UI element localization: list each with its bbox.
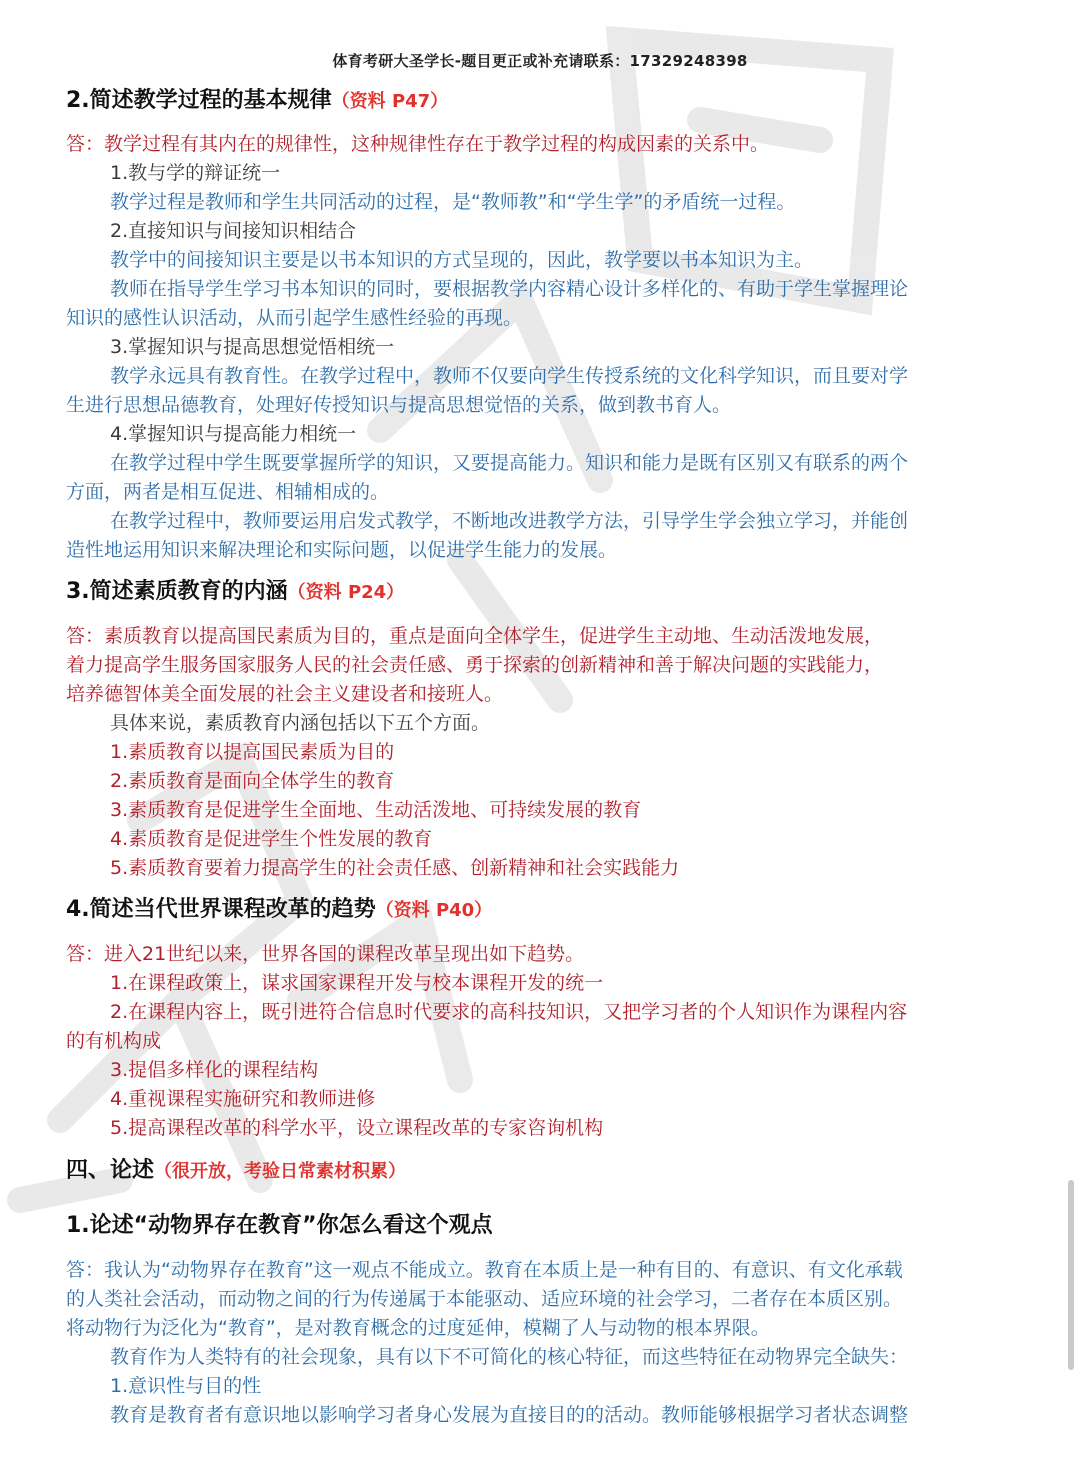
- d1-answer-line: 的人类社会活动，而动物之间的行为传递属于本能驱动、适应环境的社会学习，二者存在本质区别。: [66, 1288, 903, 1310]
- d1-answer-line: 答：我认为“动物界存在教育”这一观点不能成立。教育在本质上是一种有目的、有意识、有文化承载: [66, 1259, 903, 1281]
- question-4-heading: [66, 894, 492, 927]
- section-note: （很开放，考验日常素材积累）: [154, 1161, 407, 1182]
- d1-body-line: 教育作为人类特有的社会现象，具有以下不可简化的核心特征，而这些特征在动物界完全缺失：: [110, 1346, 909, 1368]
- question-2-title: 2.简述教学过程的基本规律: [66, 88, 332, 113]
- q3-list-item: 1.素质教育以提高国民素质为目的: [110, 741, 395, 763]
- q4-list-item: 的有机构成: [66, 1030, 162, 1052]
- q4-answer-line: 答：进入21世纪以来，世界各国的课程改革呈现出如下趋势。: [66, 943, 585, 965]
- q4-list-item: 1.在课程政策上，谋求国家课程开发与校本课程开发的统一: [110, 972, 604, 994]
- q3-answer-line: 着力提高学生服务国家服务人民的社会责任感、勇于探索的创新精神和善于解决问题的实践能力，: [66, 654, 884, 676]
- q3-answer-line: 答：素质教育以提高国民素质为目的，重点是面向全体学生，促进学生主动地、生动活泼地发展，: [66, 625, 884, 647]
- question-4-title: 4.简述当代世界课程改革的趋势: [66, 897, 376, 922]
- d1-body-line: 教育是教育者有意识地以影响学习者身心发展为直接目的的活动。教师能够根据学习者状态调整: [110, 1404, 909, 1426]
- question-3-ref: （资料 P24）: [287, 582, 405, 603]
- q4-list-item: 5.提高课程改革的科学水平，设立课程改革的专家咨询机构: [110, 1117, 604, 1139]
- question-3-title: 3.简述素质教育的内涵: [66, 579, 288, 604]
- d1-answer-line: 将动物行为泛化为“教育”，是对教育概念的过度延伸，模糊了人与动物的根本界限。: [66, 1317, 770, 1339]
- q4-list-item: 2.在课程内容上，既引进符合信息时代要求的高科技知识，又把学习者的个人知识作为课程内容: [110, 1001, 908, 1023]
- q2-body-line: 在教学过程中，教师要运用启发式教学，不断地改进教学方法，引导学生学会独立学习，并能创: [110, 510, 909, 532]
- q2-point-heading: 4.掌握知识与提高能力相统一: [110, 423, 357, 445]
- q2-body-line: 造性地运用知识来解决理论和实际问题，以促进学生能力的发展。: [66, 539, 618, 561]
- q3-list-item: 4.素质教育是促进学生个性发展的教育: [110, 828, 433, 850]
- q2-body-line: 教学中的间接知识主要是以书本知识的方式呈现的，因此，教学要以书本知识为主。: [110, 249, 814, 271]
- section-heading: [66, 1155, 406, 1188]
- q3-list-item: 5.素质教育要着力提高学生的社会责任感、创新精神和社会实践能力: [110, 857, 680, 879]
- d1-point-heading: 1.意识性与目的性: [110, 1375, 262, 1397]
- q2-point-heading: 1.教与学的辩证统一: [110, 162, 281, 184]
- q3-body-line: 具体来说，素质教育内涵包括以下五个方面。: [110, 712, 491, 734]
- q3-answer-line: 培养德智体美全面发展的社会主义建设者和接班人。: [66, 683, 504, 705]
- page-header: 体育考研大圣学长-题目更正或补充请联系：17329248398: [332, 52, 748, 70]
- question-2-heading: [66, 85, 448, 118]
- q2-body-line: 教学永远具有教育性。在教学过程中，教师不仅要向学生传授系统的文化科学知识，而且要对学: [110, 365, 909, 387]
- q2-body-line: 在教学过程中学生既要掌握所学的知识，又要提高能力。知识和能力是既有区别又有联系的两个: [110, 452, 909, 474]
- q3-list-item: 3.素质教育是促进学生全面地、生动活泼地、可持续发展的教育: [110, 799, 642, 821]
- q4-list-item: 3.提倡多样化的课程结构: [110, 1059, 319, 1081]
- q2-point-heading: 3.掌握知识与提高思想觉悟相统一: [110, 336, 395, 358]
- question-3-heading: [66, 576, 404, 609]
- q2-answer-line: 答：教学过程有其内在的规律性，这种规律性存在于教学过程的构成因素的关系中。: [66, 133, 770, 155]
- q3-list-item: 2.素质教育是面向全体学生的教育: [110, 770, 395, 792]
- q2-body-line: 方面，两者是相互促进、相辅相成的。: [66, 481, 390, 503]
- q2-body-line: 生进行思想品德教育，处理好传授知识与提高思想觉悟的关系，做到教书育人。: [66, 394, 732, 416]
- question-2-ref: （资料 P47）: [331, 91, 449, 112]
- scrollbar[interactable]: [1068, 1180, 1074, 1370]
- q2-body-line: 知识的感性认识活动，从而引起学生感性经验的再现。: [66, 307, 523, 329]
- question-4-ref: （资料 P40）: [375, 900, 493, 921]
- q2-body-line: 教师在指导学生学习书本知识的同时，要根据教学内容精心设计多样化的、有助于学生掌握理论: [110, 278, 909, 300]
- q2-body-line: 教学过程是教师和学生共同活动的过程，是“教师教”和“学生学”的矛盾统一过程。: [110, 191, 796, 213]
- q2-point-heading: 2.直接知识与间接知识相结合: [110, 220, 357, 242]
- section-title: 四、论述: [66, 1158, 155, 1183]
- discussion-1-title: 1.论述“动物界存在教育”你怎么看这个观点: [66, 1213, 493, 1238]
- q4-list-item: 4.重视课程实施研究和教师进修: [110, 1088, 376, 1110]
